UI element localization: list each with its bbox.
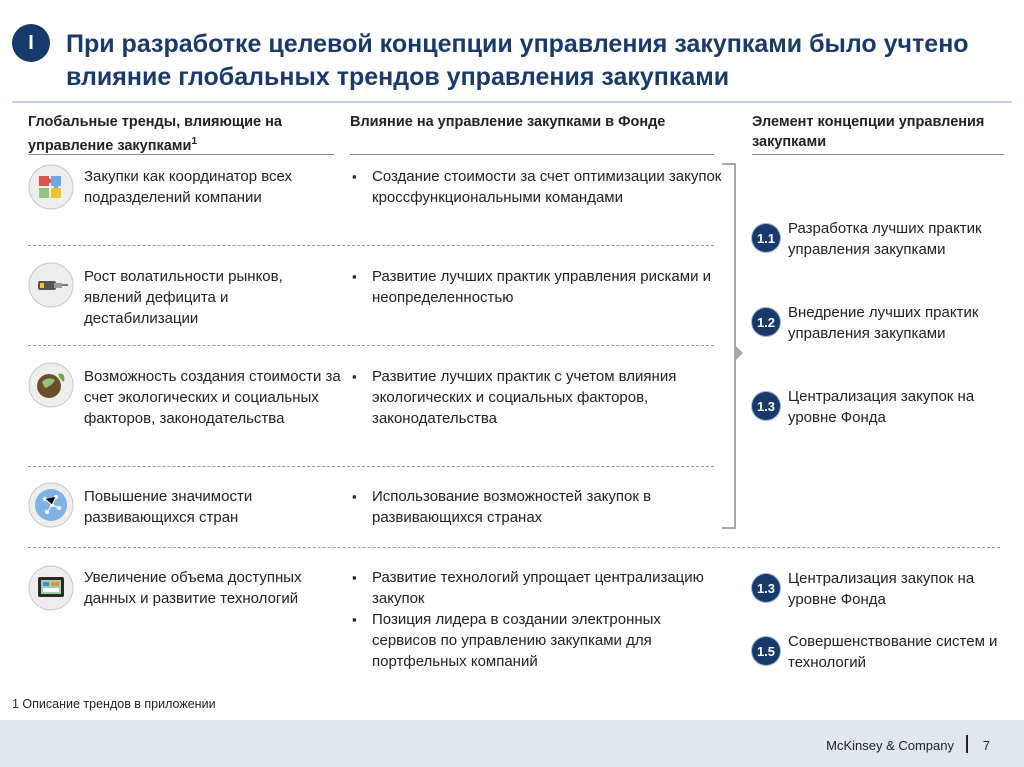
column-header-element: Элемент концепции управления закупками [752, 114, 985, 150]
element-text: Централизация закупок на уровне Фонда [788, 388, 975, 426]
impact-item: ▪ Развитие лучших практик управления рисками и неопределенностью [352, 266, 722, 308]
tablet-technology-icon [28, 565, 74, 611]
column-rule-trends [28, 154, 334, 155]
group-divider [28, 547, 1000, 548]
globe-ecology-icon [28, 362, 74, 408]
element-number-badge: 1.5 [752, 637, 780, 665]
impact-list [352, 486, 722, 528]
column-header-trends-label: Глобальные тренды, влияющие на управление закупками [28, 114, 282, 154]
column-header-impact: Влияние на управление закупками в Фонде [350, 114, 666, 130]
element-text: Совершенствование систем и технологий [788, 633, 998, 671]
element-text: Разработка лучших практик управления закупками [788, 220, 982, 258]
impact-item: ▪ Создание стоимости за счет оптимизации закупок кроссфункциональными командами [352, 166, 722, 208]
footer-bar [0, 720, 1024, 767]
element-number-badge: 1.3 [752, 392, 780, 420]
title-divider [12, 101, 1012, 103]
section-badge: I [12, 24, 50, 62]
impact-list [352, 166, 722, 208]
puzzle-coordination-icon [28, 164, 74, 210]
impact-item: ▪ Использование возможностей закупок в развивающихся странах [352, 486, 722, 528]
footnote: 1 Описание трендов в приложении [12, 697, 216, 711]
element-number-badge: 1.1 [752, 224, 780, 252]
column-rule-element [752, 154, 1004, 155]
impact-item: ▪ Развитие лучших практик с учетом влияния экологических и социальных факторов, законодательства [352, 366, 722, 429]
cable-volatility-icon [28, 262, 74, 308]
network-globe-icon [28, 482, 74, 528]
column-header-trends [28, 112, 328, 156]
column-rule-impact [350, 154, 714, 155]
row-divider [28, 466, 714, 467]
row-divider [28, 245, 714, 246]
element-number-badge: 1.3 [752, 574, 780, 602]
page-title: При разработке целевой концепции управления закупками было учтено влияние глобальных трендов управления закупками [66, 30, 969, 91]
impact-item: ▪ Развитие технологий упрощает централизацию закупок [352, 567, 722, 609]
footer-separator [966, 735, 968, 753]
row-divider [28, 345, 714, 346]
bracket-arrow-icon [734, 344, 743, 362]
impact-list [352, 266, 722, 308]
impact-item: ▪ Позиция лидера в создании электронных сервисов по управлению закупками для портфельных компаний [352, 609, 722, 672]
element-text: Централизация закупок на уровне Фонда [788, 570, 975, 608]
page-number: 7 [982, 738, 990, 753]
element-number-badge: 1.2 [752, 308, 780, 336]
brand-label: McKinsey & Company [826, 738, 954, 753]
element-text: Внедрение лучших практик управления закупками [788, 304, 979, 342]
trend-text: Повышение значимости развивающихся стран [84, 488, 253, 526]
impact-list [352, 567, 722, 672]
impact-list [352, 366, 722, 429]
trend-text: Закупки как координатор всех подразделений компании [84, 168, 293, 206]
trend-text: Рост волатильности рынков, явлений дефицита и дестабилизации [84, 268, 283, 327]
trend-text: Увеличение объема доступных данных и развитие технологий [84, 569, 302, 607]
trend-text: Возможность создания стоимости за счет экологических и социальных факторов, законодательства [84, 368, 341, 427]
footnote-ref: 1 [191, 136, 197, 147]
